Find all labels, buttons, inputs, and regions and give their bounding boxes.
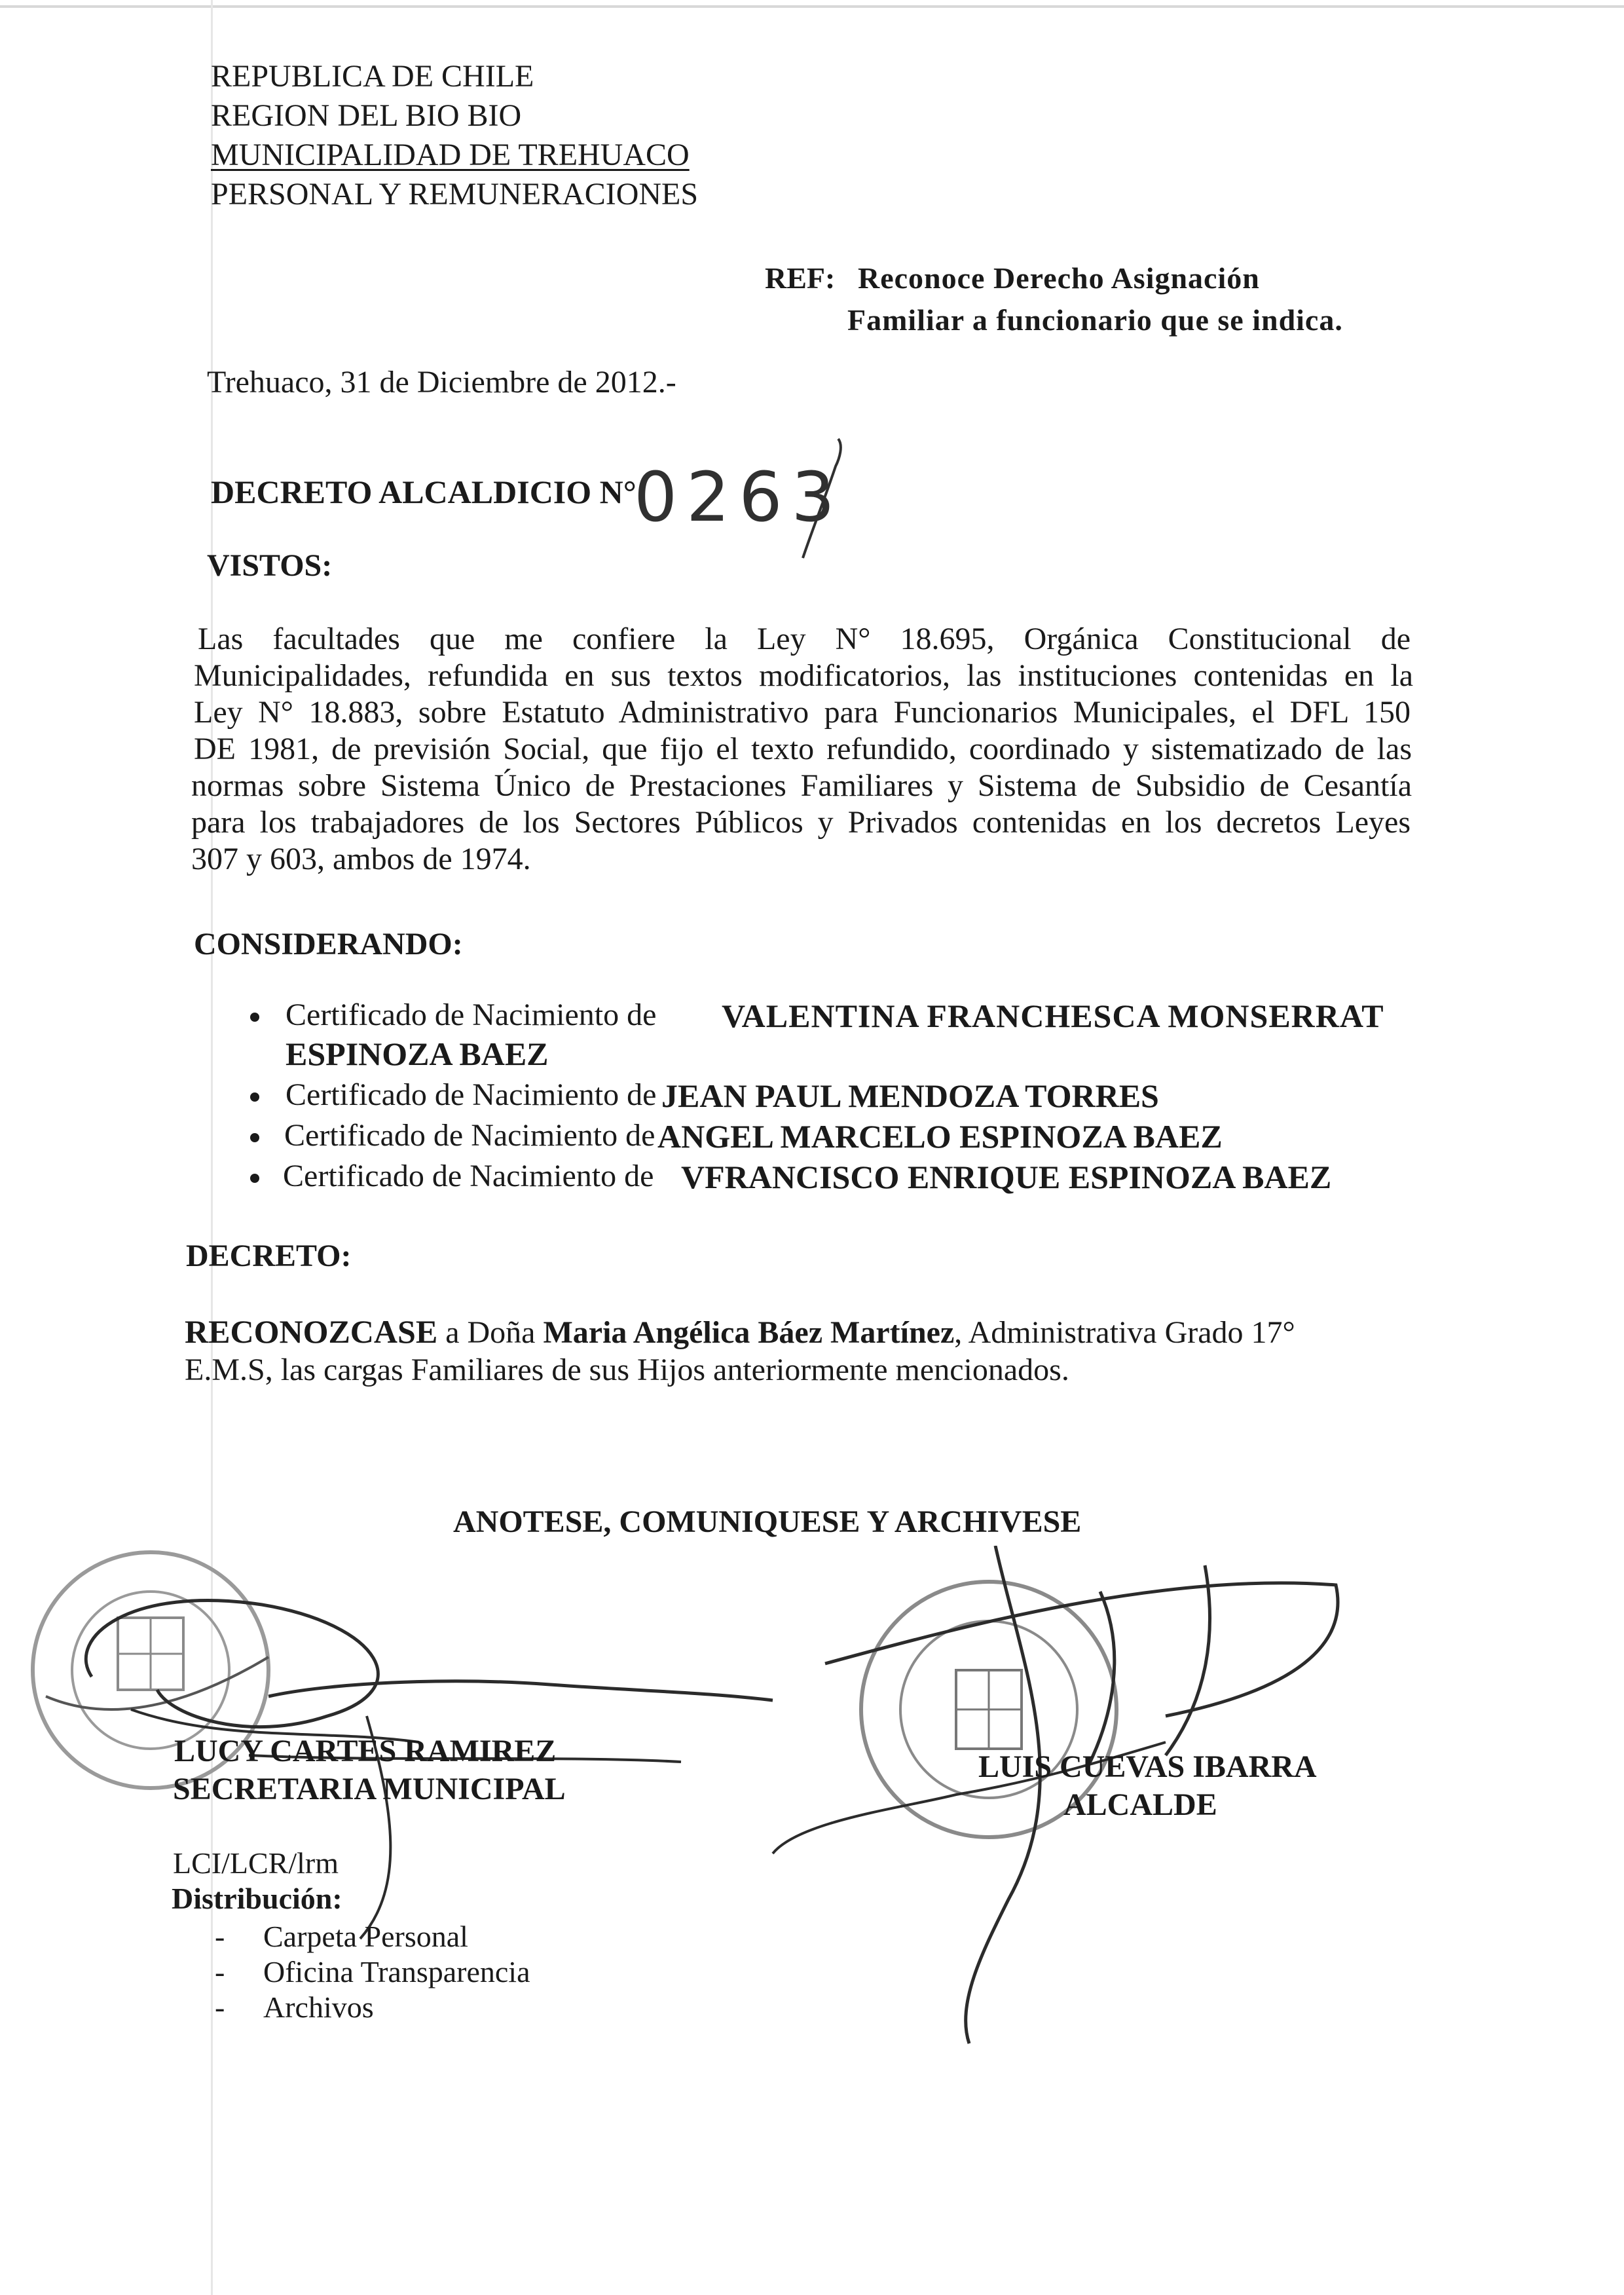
considerando-item-2-prefix: Certificado de Nacimiento de — [286, 1077, 657, 1112]
decreto-text-a: a Doña — [445, 1315, 536, 1350]
document-date: Trehuaco, 31 de Diciembre de 2012.- — [207, 365, 676, 400]
closing-formula: ANOTESE, COMUNIQUESE Y ARCHIVESE — [453, 1504, 1082, 1539]
distribution-dash: - — [215, 1955, 225, 1988]
header-department: PERSONAL Y REMUNERACIONES — [211, 177, 699, 212]
considerando-item-3-prefix: Certificado de Nacimiento de — [284, 1118, 655, 1153]
initials: LCI/LCR/lrm — [173, 1846, 339, 1880]
left-signatory-name: LUCY CARTES RAMIREZ — [174, 1734, 557, 1768]
left-signatory-title: SECRETARIA MUNICIPAL — [173, 1772, 566, 1806]
distribution-dash: - — [215, 1920, 225, 1953]
decreto-person: Maria Angélica Báez Martínez — [543, 1315, 955, 1350]
considerando-item-2-name: JEAN PAUL MENDOZA TORRES — [661, 1077, 1159, 1114]
vistos-line-3: Ley N° 18.883, sobre Estatuto Administrativo para Funcionarios Municipales, el DFL 150 — [194, 695, 1411, 730]
ref-label: REF: — [765, 261, 836, 295]
vistos-line-6: para los trabajadores de los Sectores Públicos y Privados contenidas en los decretos Leyes — [191, 805, 1411, 840]
scan-edge-line — [0, 5, 1624, 8]
bullet-icon — [250, 1133, 259, 1142]
decreto-line-2: E.M.S, las cargas Familiares de sus Hijos anteriormente mencionados. — [185, 1353, 1069, 1387]
bullet-icon — [250, 1013, 259, 1022]
distribution-label: Distribución: — [172, 1882, 342, 1915]
decree-number-handwritten: 0263 — [634, 457, 844, 537]
considerando-heading: CONSIDERANDO: — [194, 927, 463, 961]
considerando-item-1-name-cont: ESPINOZA BAEZ — [286, 1036, 549, 1072]
ref-line-1: Reconoce Derecho Asignación — [858, 261, 1260, 295]
bullet-icon — [250, 1174, 259, 1183]
vistos-heading: VISTOS: — [207, 548, 333, 583]
distribution-dash: - — [215, 1990, 225, 2024]
considerando-item-1-name: VALENTINA FRANCHESCA MONSERRAT — [722, 998, 1384, 1034]
decreto-line-1 — [185, 1313, 1295, 1351]
decreto-text-b: , Administrativa Grado 17° — [954, 1315, 1295, 1350]
distribution-item: Archivos — [263, 1990, 374, 2024]
vistos-line-1: Las facultades que me confiere la Ley N° 18.695, Orgánica Constitucional de — [198, 622, 1411, 656]
vistos-line-4: DE 1981, de previsión Social, que fijo el texto refundido, coordinado y sistematizado de las — [194, 732, 1412, 766]
right-signatory-name: LUIS CUEVAS IBARRA — [978, 1749, 1317, 1784]
distribution-item: Oficina Transparencia — [263, 1955, 530, 1988]
decreto-heading: DECRETO: — [186, 1239, 352, 1273]
header-country: REPUBLICA DE CHILE — [211, 59, 534, 94]
decree-number-slash — [773, 432, 864, 563]
considerando-item-1-prefix: Certificado de Nacimiento de — [286, 998, 657, 1032]
distribution-item: Carpeta Personal — [263, 1920, 468, 1953]
vistos-line-7: 307 y 603, ambos de 1974. — [191, 842, 531, 876]
considerando-item-3-name: ANGEL MARCELO ESPINOZA BAEZ — [657, 1118, 1223, 1155]
vistos-line-2: Municipalidades, refundida en sus textos modificatorios, las instituciones contenidas en la — [194, 658, 1413, 693]
header-municipality: MUNICIPALIDAD DE TREHUACO — [211, 138, 690, 172]
decreto-verb: RECONOZCASE — [185, 1313, 438, 1350]
right-signatory-title: ALCALDE — [1063, 1787, 1217, 1822]
header-region: REGION DEL BIO BIO — [211, 98, 522, 133]
ref-line-2: Familiar a funcionario que se indica. — [847, 303, 1343, 337]
vistos-line-5: normas sobre Sistema Único de Prestaciones Familiares y Sistema de Subsidio de Cesantía — [191, 768, 1412, 803]
considerando-item-4-name: VFRANCISCO ENRIQUE ESPINOZA BAEZ — [681, 1159, 1332, 1195]
decree-title: DECRETO ALCALDICIO N° — [211, 474, 637, 510]
considerando-item-4-prefix: Certificado de Nacimiento de — [283, 1159, 654, 1193]
bullet-icon — [250, 1092, 259, 1102]
